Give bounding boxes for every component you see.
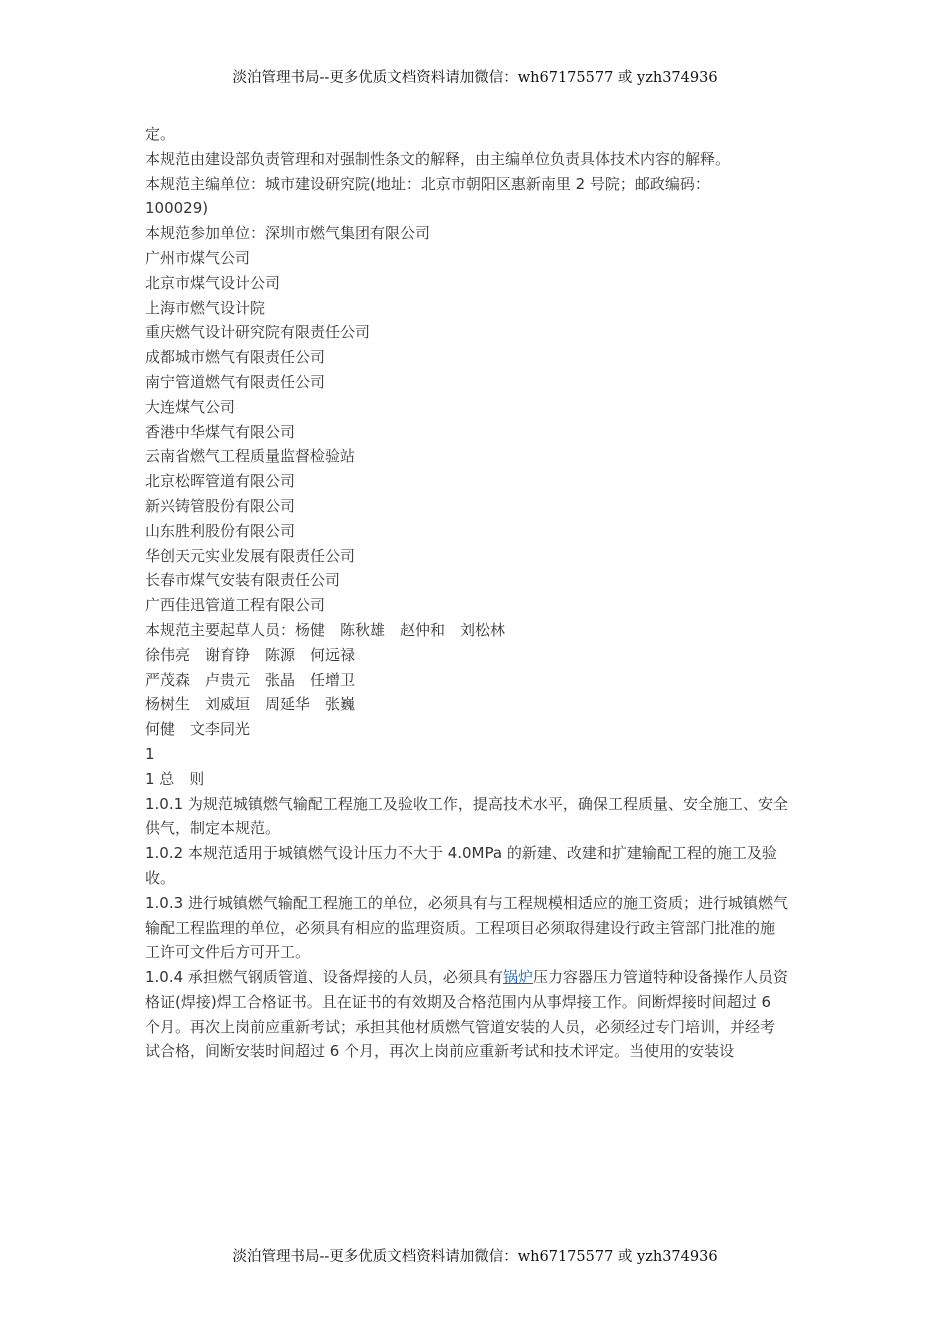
text-line: 长春市煤气安装有限责任公司	[145, 571, 341, 590]
text-line: 输配工程监理的单位，必须具有相应的监理资质。工程项目必须取得建设行政主管部门批准的施	[145, 918, 776, 937]
text-line: 试合格，间断安装时间超过 6 个月，再次上岗前应重新考试和技术评定。当使用的安装设	[145, 1042, 735, 1061]
text-line: 严茂森 卢贵元 张晶 任增卫	[145, 670, 356, 689]
text-line: 何健 文李同光	[145, 720, 251, 739]
text-line: 山东胜利股份有限公司	[145, 521, 296, 540]
boiler-link[interactable]: 锅炉	[502, 968, 533, 987]
text-line: 杨树生 刘威垣 周延华 张巍	[145, 695, 356, 714]
text-line: 供气，制定本规范。	[145, 819, 281, 838]
text-line: 1.0.3 进行城镇燃气输配工程施工的单位，必须具有与工程规模相适应的施工资质；进行城镇燃气	[145, 893, 788, 912]
text-line: 广西佳迅管道工程有限公司	[145, 596, 326, 615]
text-line: 华创天元实业发展有限责任公司	[145, 546, 356, 565]
text-line: 1.0.2 本规范适用于城镇燃气设计压力不大于 4.0MPa 的新建、改建和扩建输配工程的施工及验收。	[145, 844, 777, 887]
text-line: 重庆燃气设计研究院有限责任公司	[145, 323, 371, 342]
text-line: 100029)	[145, 199, 209, 218]
text-line: 广州市煤气公司	[145, 248, 251, 267]
page-number: 1	[145, 744, 155, 763]
text-line: 云南省燃气工程质量监督检验站	[145, 447, 356, 466]
page-header: 淡泊管理书局--更多优质文档资料请加微信：wh67175577 或 yzh374936	[232, 70, 718, 86]
section-heading: 1 总 则	[145, 769, 205, 788]
document-body	[145, 122, 805, 1064]
text-line: 本规范由建设部负责管理和对强制性条文的解释，由主编单位负责具体技术内容的解释。	[145, 149, 731, 168]
text-line: 1.0.1 为规范城镇燃气输配工程施工及验收工作，提高技术水平，确保工程质量、安全施工、安全	[145, 794, 788, 813]
text-line: 南宁管道燃气有限责任公司	[145, 372, 326, 391]
text-fragment: 压力容器压力管道特种设备操作人员资	[532, 968, 788, 987]
text-line: 上海市燃气设计院	[145, 298, 266, 317]
text-line	[145, 965, 805, 990]
text-line: 本规范主要起草人员：杨健 陈秋雄 赵仲和 刘松林	[145, 620, 506, 639]
page-footer: 淡泊管理书局--更多优质文档资料请加微信：wh67175577 或 yzh374936	[232, 1249, 718, 1265]
text-line: 大连煤气公司	[145, 397, 236, 416]
text-line: 本规范主编单位：城市建设研究院(地址：北京市朝阳区惠新南里 2 号院；邮政编码：	[145, 174, 710, 193]
text-line: 成都城市燃气有限责任公司	[145, 348, 326, 367]
text-line: 北京松晖管道有限公司	[145, 472, 296, 491]
text-line: 北京市煤气设计公司	[145, 273, 281, 292]
text-line: 格证(焊接)焊工合格证书。且在证书的有效期及合格范围内从事焊接工作。间断焊接时间超过 6	[145, 992, 772, 1011]
text-line: 香港中华煤气有限公司	[145, 422, 296, 441]
text-line: 本规范参加单位：深圳市燃气集团有限公司	[145, 224, 431, 243]
text-line: 新兴铸管股份有限公司	[145, 496, 296, 515]
text-fragment: 1.0.4 承担燃气钢质管道、设备焊接的人员，必须具有	[145, 968, 503, 987]
text-line: 个月。再次上岗前应重新考试；承担其他材质燃气管道安装的人员，必须经过专门培训，并经考	[145, 1017, 776, 1036]
text-line: 徐伟亮 谢育铮 陈源 何远禄	[145, 645, 356, 664]
text-line: 定。	[145, 125, 176, 143]
text-line: 工许可文件后方可开工。	[145, 943, 311, 962]
